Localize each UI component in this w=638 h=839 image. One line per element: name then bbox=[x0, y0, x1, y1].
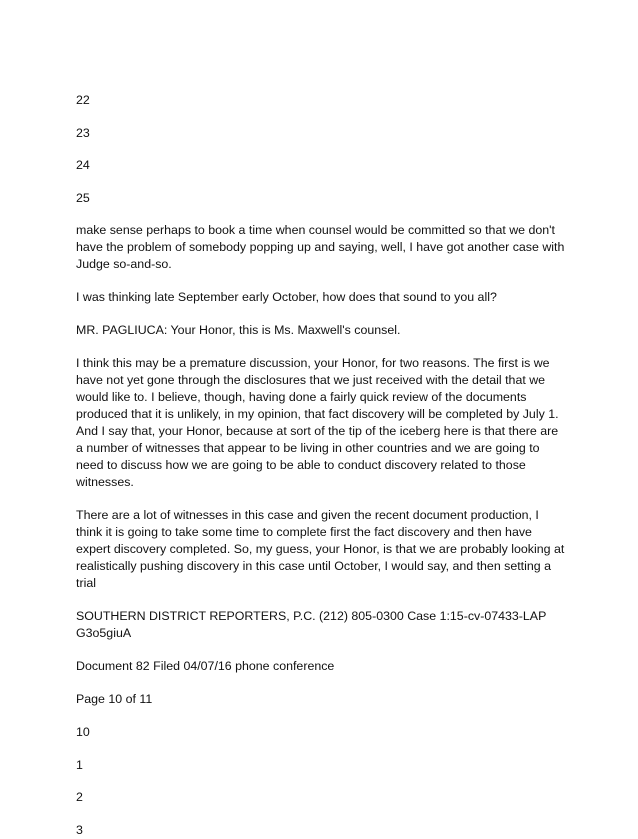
line-number: 10 bbox=[76, 725, 90, 739]
page-indicator: Page 10 of 11 bbox=[76, 692, 153, 706]
line-number: 2 bbox=[76, 790, 83, 804]
document-filed-line: Document 82 Filed 04/07/16 phone conference bbox=[76, 659, 335, 673]
line-number: 3 bbox=[76, 822, 83, 837]
transcript-paragraph: make sense perhaps to book a time when counsel would be committed so that we don't have the problem of somebody popping up and saying, well, I have got another case with Judge so-and-so. bbox=[76, 223, 565, 271]
line-number: 25 bbox=[76, 190, 90, 205]
transcript-paragraph: I was thinking late September early October, how does that sound to you all? bbox=[76, 290, 497, 304]
transcript-paragraph: I think this may be a premature discussion, your Honor, for two reasons. The first is we have not yet gone through the disclosures that we just received with the detail that we would like to. I believe, though, having done a fairly quick review of the documents produced that it is unlikely, in my opinion, that fact discovery will be completed by July 1. And I say that, your Honor, because at sort of the tip of the iceberg here is that there are a number of witnesses that appear to be living in other countries and we are going to need to discuss how we are going to be able to conduct discovery related to those witnesses. bbox=[76, 356, 559, 489]
reporter-footer: SOUTHERN DISTRICT REPORTERS, P.C. (212) 805-0300 Case 1:15-cv-07433-LAP G3o5giuA bbox=[76, 609, 547, 640]
transcript-paragraph: There are a lot of witnesses in this case and given the recent document production, I think it is going to take some time to complete first the fact discovery and then have expert discovery completed. So, my guess, your Honor, is that we are probably looking at realistically pushing discovery in this case until October, I would say, and then setting a trial bbox=[76, 508, 565, 590]
line-number: 23 bbox=[76, 125, 90, 140]
speaker-line: MR. PAGLIUCA: Your Honor, this is Ms. Maxwell's counsel. bbox=[76, 323, 401, 337]
line-number: 1 bbox=[76, 757, 83, 772]
line-number: 22 bbox=[76, 93, 90, 107]
line-number: 24 bbox=[76, 158, 90, 172]
